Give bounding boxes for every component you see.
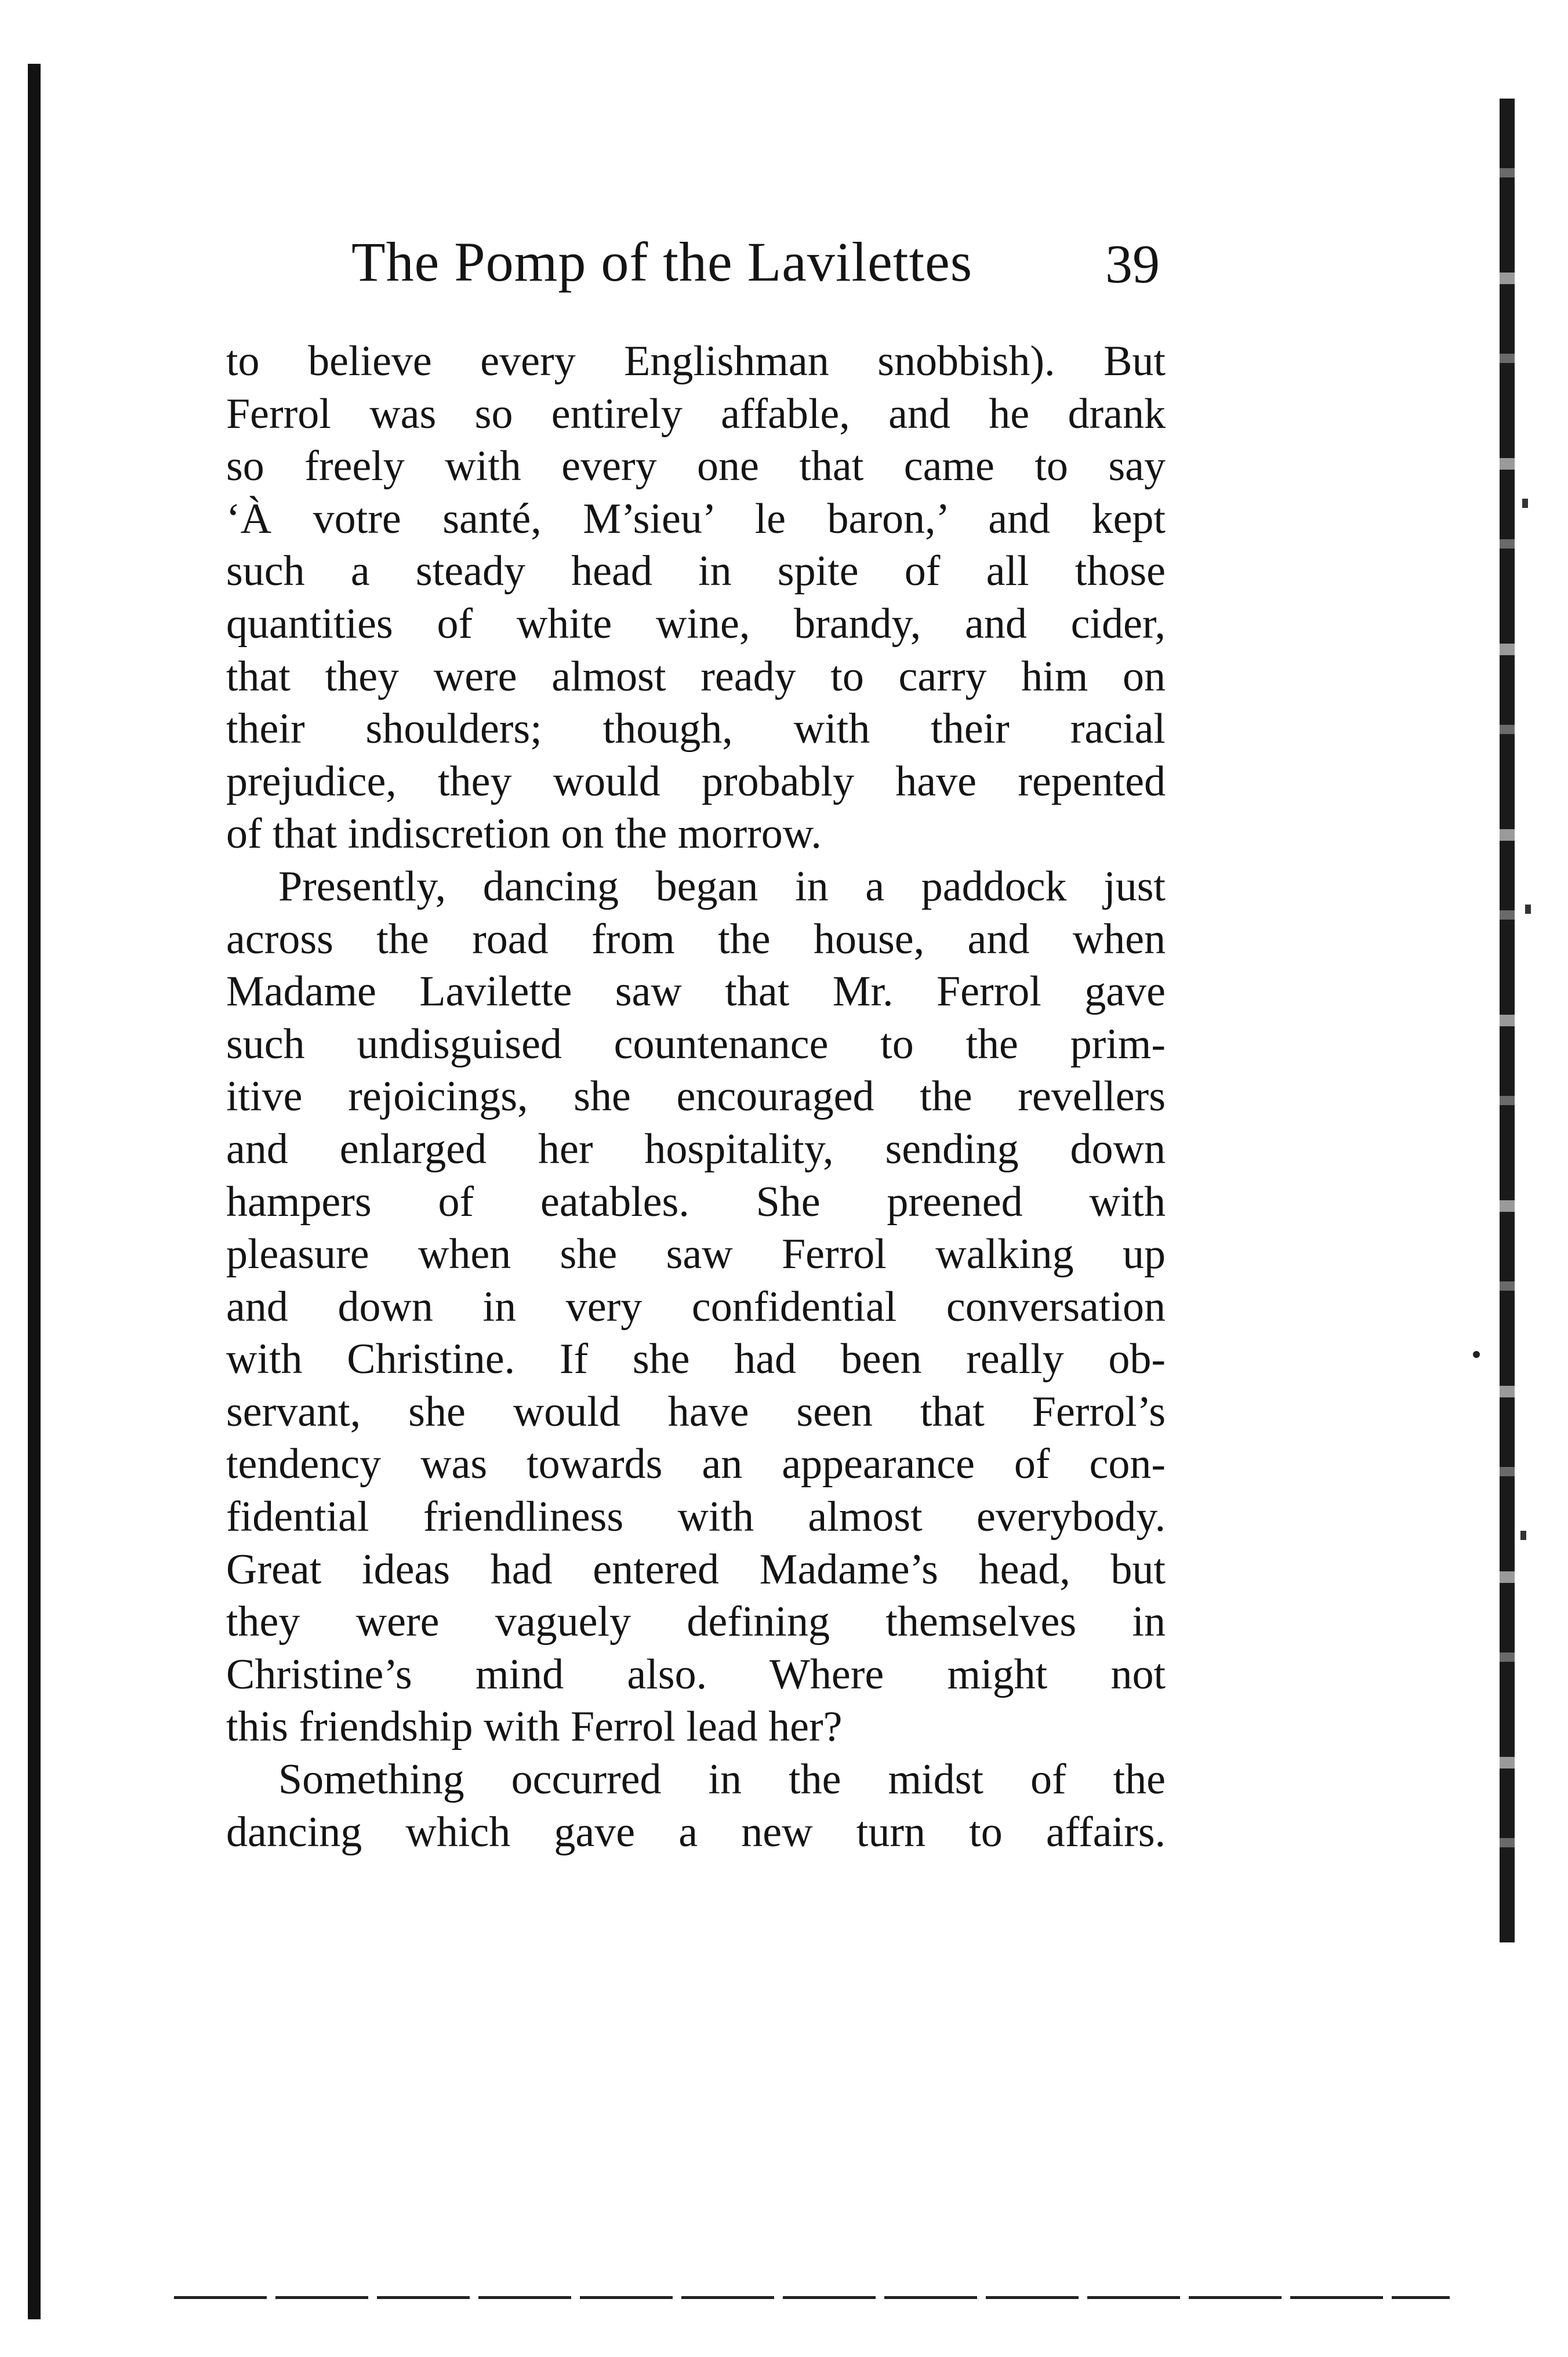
scan-speck bbox=[1520, 1531, 1526, 1540]
text-line: hampers of eatables. She preened with bbox=[226, 1178, 1166, 1226]
page-number: 39 bbox=[1105, 234, 1160, 295]
text-line: that they were almost ready to carry him on bbox=[226, 652, 1166, 700]
text-line: Great ideas had entered Madame’s head, but bbox=[226, 1545, 1166, 1593]
text-line: fidential friendliness with almost everybody. bbox=[226, 1493, 1166, 1541]
scan-dot bbox=[1473, 1351, 1480, 1358]
text-line: to believe every Englishman snobbish). But bbox=[226, 337, 1166, 385]
text-line: and down in very confidential conversation bbox=[226, 1283, 1166, 1331]
text-line: across the road from the house, and when bbox=[226, 915, 1166, 963]
text-line: of that indiscretion on the morrow. bbox=[226, 810, 822, 858]
scan-edge-left bbox=[28, 64, 41, 2319]
text-line: Something occurred in the midst of the bbox=[278, 1756, 1166, 1804]
text-line: Presently, dancing began in a paddock just bbox=[278, 862, 1166, 910]
text-line: pleasure when she saw Ferrol walking up bbox=[226, 1230, 1166, 1279]
text-line: Ferrol was so entirely affable, and he drank bbox=[226, 390, 1166, 438]
text-line: quantities of white wine, brandy, and cider, bbox=[226, 600, 1166, 648]
body-text bbox=[226, 335, 1166, 1858]
text-line: their shoulders; though, with their racial bbox=[226, 705, 1166, 753]
text-line: with Christine. If she had been really ob- bbox=[226, 1335, 1166, 1383]
text-line: tendency was towards an appearance of con- bbox=[226, 1440, 1166, 1488]
text-line: prejudice, they would probably have repented bbox=[226, 757, 1166, 805]
text-line: this friendship with Ferrol lead her? bbox=[226, 1703, 843, 1751]
running-title: The Pomp of the Lavilettes bbox=[351, 231, 973, 293]
scan-bottom-rule bbox=[174, 2296, 1450, 2299]
text-line: such a steady head in spite of all those bbox=[226, 547, 1166, 595]
text-line: itive rejoicings, she encouraged the revellers bbox=[226, 1073, 1166, 1121]
scan-speck bbox=[1525, 905, 1531, 914]
scan-edge-right bbox=[1500, 99, 1515, 1942]
text-line: so freely with every one that came to say bbox=[226, 442, 1166, 491]
text-line: such undisguised countenance to the prim- bbox=[226, 1020, 1166, 1068]
text-line: ‘À votre santé, M’sieu’ le baron,’ and kept bbox=[226, 495, 1166, 543]
text-line: servant, she would have seen that Ferrol’s bbox=[226, 1388, 1166, 1436]
scan-speck bbox=[1522, 499, 1528, 508]
running-head bbox=[336, 213, 1160, 295]
text-line: they were vaguely defining themselves in bbox=[226, 1598, 1166, 1646]
text-line: Christine’s mind also. Where might not bbox=[226, 1650, 1166, 1698]
text-line: Madame Lavilette saw that Mr. Ferrol gave bbox=[226, 968, 1166, 1016]
text-line: and enlarged her hospitality, sending down bbox=[226, 1125, 1166, 1173]
text-line: dancing which gave a new turn to affairs. bbox=[226, 1808, 1166, 1856]
